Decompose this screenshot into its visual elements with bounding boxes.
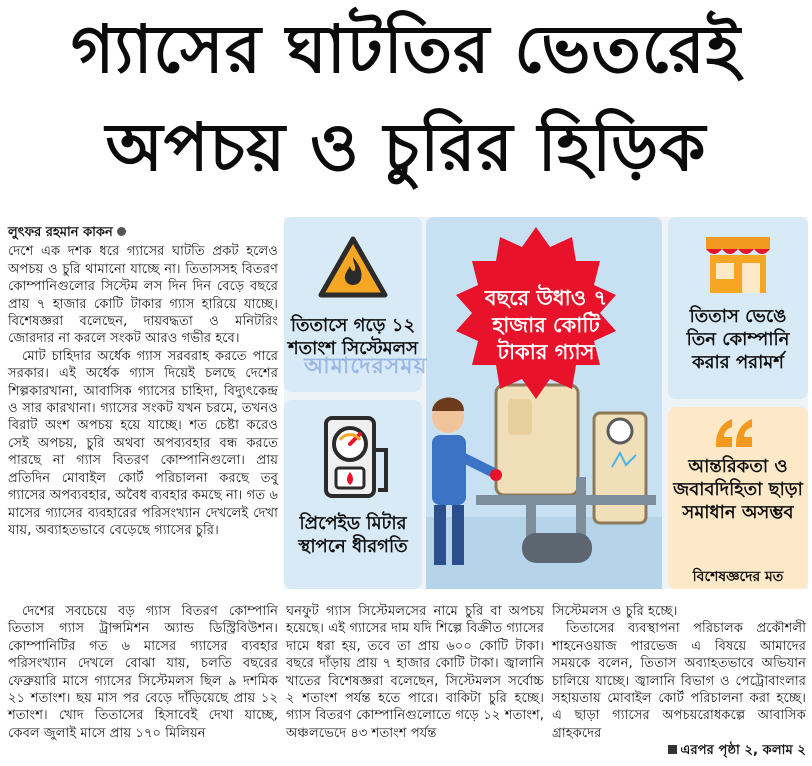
jump-link[interactable] xyxy=(668,743,806,758)
caption-accountability: আন্তরিকতা ও জবাবদিহিতা ছাড়া সমাধান অসম্ভব xyxy=(673,456,803,523)
article-column-left-top xyxy=(8,224,278,539)
byline xyxy=(8,224,278,241)
article-column-right xyxy=(552,603,806,760)
paragraph: দেশে এক দশক ধরে গ্যাসের ঘাটতি প্রকট হলেও অপচয় ও চুরি থামানো যাচ্ছে না। তিতাসসহ বিতরণ কোম্পানিগুলোর সিস্টেম লস দিন দিন বেড়ে বছরে প্রায় ৭ হাজার কোটি টাকার গ্যাস হারিয়ে যাচ্ছে। বিশেষজ্ঞরা বলেছেন, দায়বদ্ধতা ও মনিটরিং জোরদার না করলে সংকট আরও গভীর হবে। xyxy=(8,244,278,347)
paragraph: সিস্টেমলস ও চুরি হচ্ছে। xyxy=(552,604,678,619)
watermark-logo: আমাদেরসময় xyxy=(304,354,428,379)
jump-text: এরপর পৃষ্ঠা ২, কলাম ২ xyxy=(680,743,806,759)
paragraph: দেশের সবচেয়ে বড় গ্যাস বিতরণ কোম্পানি তিতাস গ্যাস ট্রান্সমিশন অ্যান্ড ডিস্ট্রিবিউশন। কোম্পানিটির গত ৬ মাসের গ্যাসের ব্যবহার পরিসংখ্যান দেখলে বোঝা যায়, চলতি বছরের ফেব্রুয়ারি মাসে গ্যাসের সিস্টেমলস ছিল ৯ দশমিক ২১ শতাংশ। ছয় মাস পর বেড়ে দাঁড়িয়েছে প্রায় ১২ শতাংশ। খোদ তিতাসের হিসাবেই দেখা যাচ্ছে, কেবল জুলাই মাসে প্রায় ১৭০ মিলিয়ন xyxy=(8,604,278,741)
caption-split-titas: তিতাস ভেঙে তিন কোম্পানি করার পরামর্শ xyxy=(686,306,790,373)
bullet-dot-icon xyxy=(117,227,126,236)
square-bullet-icon xyxy=(668,745,677,754)
gas-meter-icon xyxy=(308,410,404,506)
paragraph: মোট চাহিদার অর্ধেক গ্যাস সরবরাহ করতে পারে সরকার। এই অর্ধেক গ্যাস দিয়েই চলছে দেশের শিল্পকারখানা, আবাসিক গ্যাসের চাহিদা, বিদ্যুৎকেন্দ্র ও সার কারখানা। গ্যাসের সংকট যখন চরমে, তখনও বিরাট অংশ অপচয় হয়ে যাচ্ছে। শত চেষ্টা করেও সেই অপচয়, চুরি অথবা অপব্যবহার বন্ধ করতে পারছে না গ্যাস বিতরণ কোম্পানিগুলো। প্রায় প্রতিদিন মোবাইল কোর্ট পরিচালনা করছে তবু গ্যাসের অপব্যবহার, অবৈধ ব্যবহার কমছে না। গত ৬ মাসের গ্যাসের ব্যবহারের পরিসংখ্যান দেখলেই দেখা যায়, অব্যাহতভাবে বেড়েছে গ্যাসের চুরি। xyxy=(8,348,278,538)
paragraph: ঘনফুট গ্যাস সিস্টেমলসের নামে চুরি বা অপচয় হয়েছে। এই গ্যাসের দাম যদি শিল্পে বিক্রীত গ্যাসের দামে ধরা হয়, তবে তা প্রায় ৬০০ কোটি টাকা। বছরে দাঁড়ায় প্রায় ৭ হাজার কোটি টাকা। জ্বালানি খাতের বিশেষজ্ঞরা বলেছেন, সিস্টেমলস সর্বোচ্চ ২ শতাংশ পর্যন্ত হতে পারে। বাকিটা চুরি হচ্ছে। গ্যাস বিতরণ কোম্পানিগুলোতে গড়ে ১২ শতাংশ, অঞ্চলভেদে ৪৩ শতাংশ পর্যন্ত xyxy=(286,604,544,741)
article-column-left-bottom xyxy=(8,603,278,742)
office-building-icon xyxy=(698,231,778,295)
quote-marks-icon xyxy=(712,415,756,451)
headline-line-1: গ্যাসের ঘাটতির ভেতরেই xyxy=(70,11,742,88)
byline-name: লুৎফর রহমান কাকন xyxy=(8,225,113,240)
infographic-card-prepaid-meter xyxy=(284,400,422,589)
flammable-warning-icon xyxy=(317,235,389,301)
caption-prepaid-meter: প্রিপেইড মিটার স্থাপনে ধীরগতি xyxy=(298,513,408,557)
expert-opinion-label: বিশেষজ্ঞদের মত xyxy=(692,569,784,585)
caption-system-loss: তিতাসে গড়ে ১২ শতাংশ সিস্টেমলস xyxy=(288,315,418,359)
burst-headline: বছরে উধাও ৭ হাজার কোটি টাকার গ্যাস xyxy=(484,286,608,364)
infographic-center-panel xyxy=(426,217,662,589)
headline-line-2: অপচয় ও চুরির হিড়িক xyxy=(105,109,707,186)
paragraph: তিতাসের ব্যবস্থাপনা পরিচালক প্রকৌশলী শাহনেওয়াজ পারভেজ এ বিষয়ে আমাদের সময়কে বলেন, তিতাস অব্যাহতভাবে অভিযান চালিয়ে যাচ্ছে। জ্বালানি বিভাগ ও পেট্রোবাংলার সহায়তায় মোবাইল কোর্ট পরিচালনা করা হচ্ছে। এ ছাড়া গ্যাসের অপচয়রোধকল্পে আবাসিক গ্রাহকদের xyxy=(552,621,806,741)
article-column-middle xyxy=(286,603,544,742)
continuation-note xyxy=(552,742,806,759)
infographic xyxy=(284,217,808,589)
